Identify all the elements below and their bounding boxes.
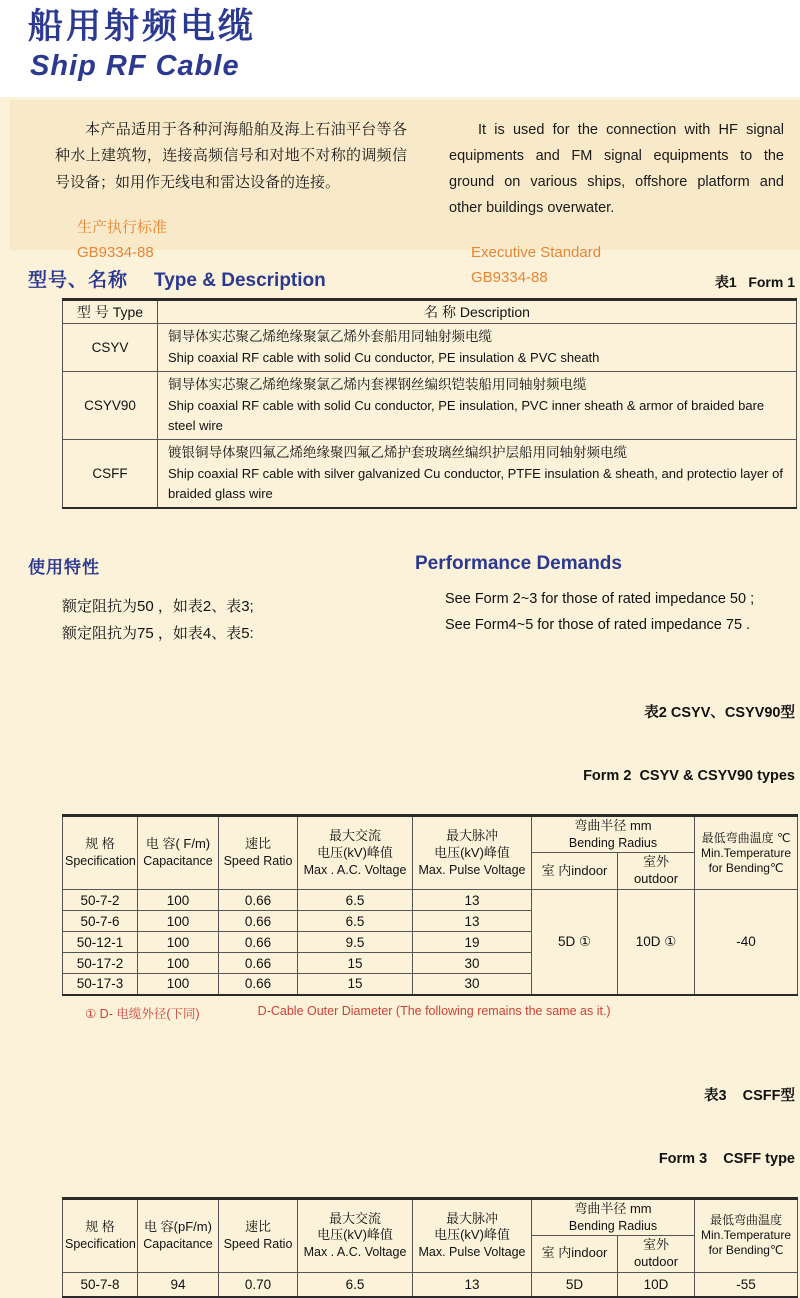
spec-value: 50-12-1 — [63, 932, 138, 953]
table1-header-row — [63, 300, 797, 324]
form2-caption-zh: 表2 CSYV、CSYV90型 — [644, 705, 795, 721]
footnote-zh: ① D- 电缆外径(下同) — [85, 1006, 200, 1021]
indoor-bending-value: 5D — [532, 1272, 618, 1297]
max-pulse-value: 19 — [413, 932, 532, 953]
cable-type: CSFF — [63, 440, 158, 509]
cable-description-zh: 铜导体实芯聚乙烯绝缘聚氯乙烯内套裸钢丝编织铠装船用同轴射频电缆 — [168, 377, 587, 393]
capacitance-value: 100 — [138, 911, 219, 932]
table2-col-speed-ratio: 速比 Speed Ratio — [219, 816, 298, 890]
spec-value: 50-7-2 — [63, 890, 138, 911]
table2-col-outdoor: 室外 outdoor — [618, 853, 695, 890]
capacitance-value: 100 — [138, 974, 219, 995]
min-temp-value: -55 — [695, 1272, 798, 1297]
max-ac-value: 15 — [298, 953, 413, 974]
performance-heading-zh: 使用特性 — [28, 558, 100, 578]
csyv-spec-table — [62, 814, 798, 995]
table-row — [63, 1272, 798, 1297]
cable-description-zh: 铜导体实芯聚乙烯绝缘聚氯乙烯外套船用同轴射频电缆 — [168, 329, 492, 344]
intro-paragraph-en: It is used for the connection with HF signal equipments and FM signal equipments to the ground on various ships, offshore platform and other buildings overwater. — [449, 122, 784, 217]
capacitance-value: 100 — [138, 932, 219, 953]
max-pulse-value: 13 — [413, 911, 532, 932]
table2-footnote — [85, 1004, 800, 1022]
table3-col-speed-ratio: 速比 Speed Ratio — [219, 1198, 298, 1272]
speed-ratio-value: 0.66 — [219, 890, 298, 911]
table1-col-type: 型 号 Type — [63, 300, 158, 324]
speed-ratio-value: 0.66 — [219, 932, 298, 953]
table3-col-indoor: 室 内indoor — [532, 1235, 618, 1272]
min-temp-merged: -40 — [695, 890, 798, 995]
page-title-zh: 船用射频电缆 — [28, 7, 257, 46]
section-heading-zh: 型号、名称 — [28, 270, 129, 291]
table2-col-max-pulse-voltage: 最大脉冲 电压(kV)峰值 Max. Pulse Voltage — [413, 816, 532, 890]
table3-header-row1 — [63, 1198, 798, 1235]
standard-block-zh — [77, 216, 407, 266]
cable-type: CSYV — [63, 324, 158, 372]
table2-col-capacitance: 电 容( F/m) Capacitance — [138, 816, 219, 890]
max-ac-value: 9.5 — [298, 932, 413, 953]
table3-col-max-pulse-voltage: 最大脉冲 电压(kV)峰值 Max. Pulse Voltage — [413, 1198, 532, 1272]
performance-lines-en — [445, 587, 800, 638]
table2-col-max-ac-voltage: 最大交流 电压(kV)峰值 Max . A.C. Voltage — [298, 816, 413, 890]
indoor-bending-merged: 5D ① — [532, 890, 618, 995]
form3-caption-zh: 表3 CSFF型 — [703, 1087, 795, 1104]
cable-description-en: Ship coaxial RF cable with silver galvanized Cu conductor, PTFE insulation & sheath, and protectio layer of braided glass wire — [168, 466, 783, 502]
intro-column-zh — [55, 117, 407, 261]
table2-col-bending-radius: 弯曲半径 mm Bending Radius — [532, 816, 695, 853]
table3-col-min-temperature: 最低弯曲温度 Min.Temperature for Bending℃ — [695, 1198, 798, 1272]
max-pulse-value: 13 — [413, 890, 532, 911]
footnote-en: D-Cable Outer Diameter (The following remains the same as it.) — [257, 1003, 611, 1018]
cable-description — [158, 440, 797, 509]
speed-ratio-value: 0.66 — [219, 911, 298, 932]
capacitance-value: 94 — [138, 1272, 219, 1297]
spec-value: 50-7-6 — [63, 911, 138, 932]
table-row — [63, 372, 797, 440]
impedance-line-75-zh: 额定阻抗为75 ，如表4、表5: — [62, 624, 254, 642]
section-heading-en: Type & Description — [154, 270, 326, 291]
page-title-en: Ship RF Cable — [30, 49, 240, 82]
capacitance-value: 100 — [138, 890, 219, 911]
table-row — [63, 440, 797, 509]
cable-description-en: Ship coaxial RF cable with solid Cu conductor, PE insulation, PVC inner sheath & armor of braided bare steel wire — [168, 397, 765, 434]
outdoor-bending-value: 10D — [618, 1272, 695, 1297]
max-ac-value: 15 — [298, 974, 413, 995]
title-band — [0, 0, 800, 97]
table1-col-description: 名 称 Description — [158, 300, 797, 324]
cable-description — [158, 324, 797, 372]
max-ac-value: 6.5 — [298, 911, 413, 932]
performance-lines-zh — [62, 594, 415, 647]
cable-type: CSYV90 — [63, 372, 158, 440]
form3-caption — [0, 1044, 800, 1191]
standard-label-en: Executive Standard — [471, 244, 602, 262]
section-heading-type-description — [28, 265, 326, 292]
cable-description — [158, 372, 797, 440]
max-ac-value: 6.5 — [298, 1272, 413, 1297]
performance-column-en — [415, 553, 800, 647]
cable-description-zh: 镀银铜导体聚四氟乙烯绝缘聚四氟乙烯护套玻璃丝编织护层船用同轴射频电缆 — [168, 445, 627, 461]
form2-caption-en: Form 2 CSYV & CSYV90 types — [583, 768, 795, 785]
form1-caption: 表1 Form 1 — [714, 274, 795, 290]
form2-caption — [0, 661, 800, 808]
type-description-table — [62, 298, 797, 509]
table3-col-bending-radius: 弯曲半径 mm Bending Radius — [532, 1198, 695, 1235]
table3-col-max-ac-voltage: 最大交流 电压(kV)峰值 Max . A.C. Voltage — [298, 1198, 413, 1272]
speed-ratio-value: 0.66 — [219, 974, 298, 995]
max-pulse-value: 30 — [413, 953, 532, 974]
table3-col-capacitance: 电 容(pF/m) Capacitance — [138, 1198, 219, 1272]
table2-col-indoor: 室 内indoor — [532, 853, 618, 890]
cable-description-en: Ship coaxial RF cable with solid Cu conductor, PE insulation & PVC sheath — [168, 349, 600, 365]
csff-spec-table — [62, 1197, 798, 1298]
table3-col-outdoor: 室外 outdoor — [618, 1235, 695, 1272]
table-row — [63, 890, 798, 911]
standard-label-zh: 生产执行标准 — [77, 218, 168, 236]
spec-value: 50-7-8 — [63, 1272, 138, 1297]
standard-value-en: GB9334-88 — [471, 269, 548, 287]
table2-header-row1 — [63, 816, 798, 853]
intro-paragraph-zh: 本产品适用于各种河海船舶及海上石油平台等各种水上建筑物，连接高频信号和对地不对称的调频信号设备；如用作无线电和雷达设备的连接。 — [55, 121, 407, 191]
max-ac-value: 6.5 — [298, 890, 413, 911]
table2-col-specification: 规 格 Specification — [63, 816, 138, 890]
outdoor-bending-merged: 10D ① — [618, 890, 695, 995]
table3-col-specification: 规 格 Specification — [63, 1198, 138, 1272]
speed-ratio-value: 0.66 — [219, 953, 298, 974]
impedance-line-50-zh: 额定阻抗为50 ，如表2、表3; — [62, 598, 254, 616]
max-pulse-value: 13 — [413, 1272, 532, 1297]
table2-col-min-temperature: 最低弯曲温度 ℃ Min.Temperature for Bending℃ — [695, 816, 798, 890]
table-row — [63, 324, 797, 372]
standard-value-zh: GB9334-88 — [77, 243, 154, 261]
capacitance-value: 100 — [138, 953, 219, 974]
form3-caption-en: Form 3 CSFF type — [658, 1150, 795, 1167]
performance-column-zh — [28, 553, 415, 647]
performance-heading-en: Performance Demands — [415, 553, 622, 575]
impedance-line-50-en: See Form 2~3 for those of rated impedance 50 ; — [445, 591, 755, 608]
spec-value: 50-17-3 — [63, 974, 138, 995]
impedance-line-75-en: See Form4~5 for those of rated impedance 75 . — [445, 616, 751, 633]
performance-section — [0, 553, 800, 647]
spec-value: 50-17-2 — [63, 953, 138, 974]
speed-ratio-value: 0.70 — [219, 1272, 298, 1297]
max-pulse-value: 30 — [413, 974, 532, 995]
